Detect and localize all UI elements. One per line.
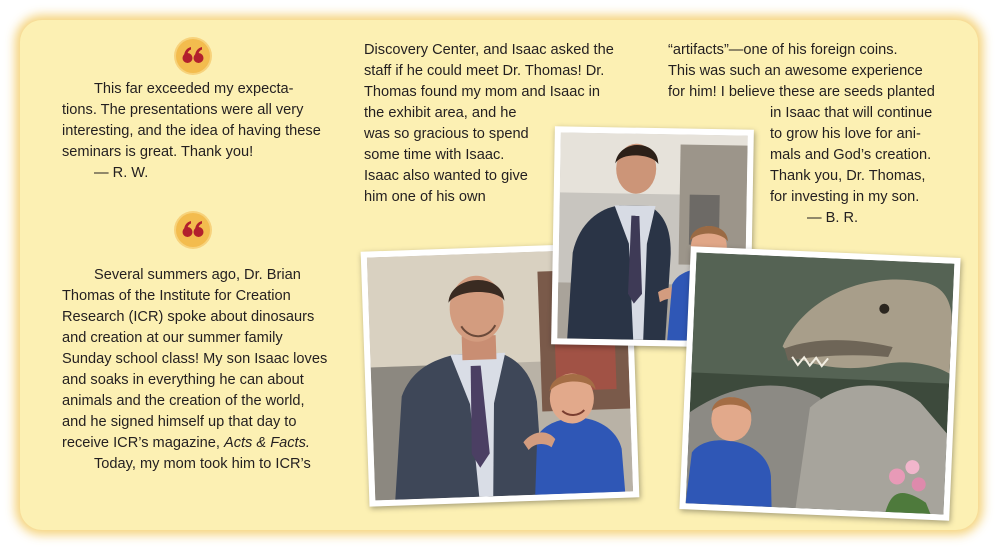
- testimonial-line: Today, my mom took him to ICR’s: [94, 456, 311, 472]
- testimonial-line: interesting, and the idea of having these: [62, 123, 321, 139]
- testimonial-line: Thank you, Dr. Thomas,: [770, 168, 926, 184]
- testimonial-line: “artifacts”—one of his foreign coins.: [668, 42, 898, 58]
- testimonial-line: [62, 433, 347, 454]
- testimonial-line: Sunday school class! My son Isaac loves: [62, 351, 328, 367]
- magazine-line-prefix: receive ICR’s magazine,: [62, 435, 220, 451]
- testimonial-line: and creation at our summer family: [62, 330, 283, 346]
- testimonial-line: Thomas of the Institute for Creation: [62, 288, 291, 304]
- testimonial-line: seminars is great. Thank you!: [62, 144, 254, 160]
- testimonial-line: Several summers ago, Dr. Brian: [94, 267, 301, 283]
- testimonial-line: Discovery Center, and Isaac asked the: [364, 42, 614, 58]
- testimonial-line: staff if he could meet Dr. Thomas! Dr.: [364, 63, 605, 79]
- testimonial-line: him one of his own: [364, 189, 486, 205]
- testimonial-2-column-1: [62, 265, 347, 475]
- testimonial-line: tions. The presentations were all very: [62, 102, 304, 118]
- testimonial-line: animals and the creation of the world,: [62, 393, 305, 409]
- quotation-mark-icon: [176, 213, 210, 247]
- testimonial-line: Research (ICR) spoke about dinosaurs: [62, 309, 315, 325]
- testimonial-line: Thomas found my mom and Isaac in: [364, 84, 601, 100]
- photo-boy-with-dinosaur-exhibit: [679, 246, 960, 521]
- quotation-mark-icon: [176, 39, 210, 73]
- testimonial-line: in Isaac that will continue: [770, 105, 933, 121]
- testimonial-line: This far exceeded my expecta-: [94, 81, 294, 97]
- magazine-title: Acts & Facts.: [223, 435, 310, 451]
- testimonial-line: some time with Isaac.: [364, 147, 505, 163]
- testimonial-1: [62, 79, 342, 184]
- testimonial-line: was so gracious to spend: [364, 126, 529, 142]
- testimonial-line: and he signed himself up that day to: [62, 414, 297, 430]
- testimonial-line: and soaks in everything he can about: [62, 372, 304, 388]
- testimonial-line: to grow his love for ani-: [770, 126, 921, 142]
- testimonial-line: Isaac also wanted to give: [364, 168, 528, 184]
- testimonial-line: the exhibit area, and he: [364, 105, 517, 121]
- testimonial-line: for him! I believe these are seeds planted: [668, 84, 935, 100]
- testimonial-signature: — B. R.: [807, 210, 859, 226]
- testimonial-line: This was such an awesome experience: [668, 63, 923, 79]
- testimonial-line: mals and God’s creation.: [770, 147, 932, 163]
- testimonial-signature: — R. W.: [94, 165, 149, 181]
- testimonial-line: for investing in my son.: [770, 189, 920, 205]
